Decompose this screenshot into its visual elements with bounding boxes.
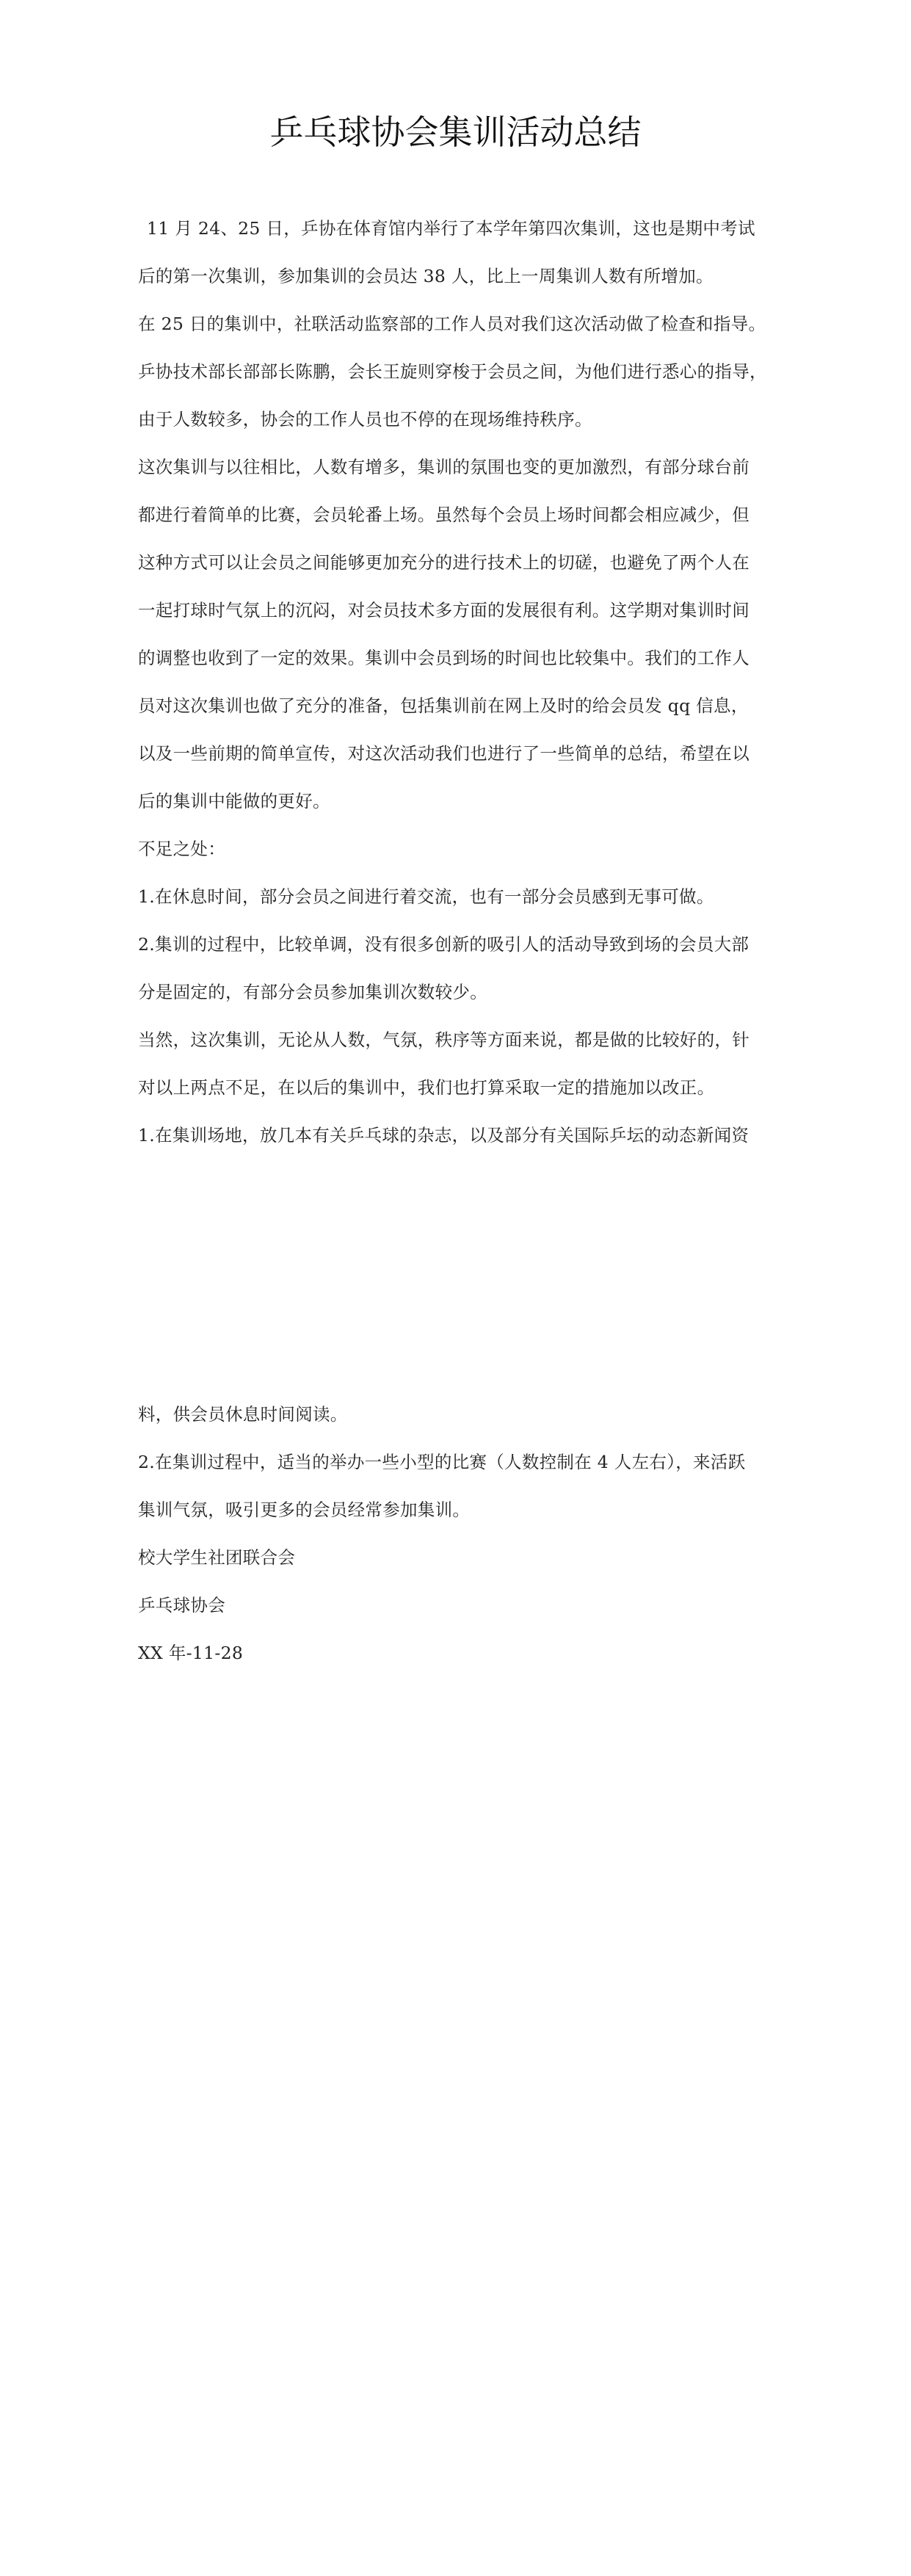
paragraph-line: 乒协技术部长部部长陈鹏，会长王旋则穿梭于会员之间，为他们进行悉心的指导， xyxy=(138,361,767,382)
list-item: 分是固定的，有部分会员参加集训次数较少。 xyxy=(138,982,487,1002)
signature-date: XX 年-11-28 xyxy=(138,1643,244,1663)
paragraph-line: 由于人数较多，协会的工作人员也不停的在现场维持秩序。 xyxy=(138,409,592,430)
list-item: 1.在休息时间，部分会员之间进行着交流，也有一部分会员感到无事可做。 xyxy=(138,886,714,907)
paragraph-line: 11 月 24、25 日，乒协在体育馆内举行了本学年第四次集训，这也是期中考试 xyxy=(147,218,755,239)
list-item: 2.集训的过程中，比较单调，没有很多创新的吸引人的活动导致到场的会员大部 xyxy=(138,934,750,955)
paragraph-line: 在 25 日的集训中，社联活动监察部的工作人员对我们这次活动做了检查和指导。 xyxy=(138,314,766,334)
paragraph-line: 的调整也收到了一定的效果。集训中会员到场的时间也比较集中。我们的工作人 xyxy=(138,648,750,668)
list-item: 1.在集训场地，放几本有关乒乓球的杂志，以及部分有关国际乒坛的动态新闻资 xyxy=(138,1125,750,1146)
paragraph-line: 对以上两点不足，在以后的集训中，我们也打算采取一定的措施加以改正。 xyxy=(138,1077,715,1098)
paragraph-line: 这种方式可以让会员之间能够更加充分的进行技术上的切磋，也避免了两个人在 xyxy=(138,552,750,573)
paragraph-line: 员对这次集训也做了充分的准备，包括集训前在网上及时的给会员发 qq 信息， xyxy=(138,695,749,716)
signature-organization: 校大学生社团联合会 xyxy=(138,1547,296,1568)
paragraph-line: 后的集训中能做的更好。 xyxy=(138,791,330,811)
paragraph-line: 一起打球时气氛上的沉闷，对会员技术多方面的发展很有利。这学期对集训时间 xyxy=(138,600,750,621)
list-item: 料，供会员休息时间阅读。 xyxy=(138,1404,348,1425)
paragraph-line: 当然，这次集训，无论从人数，气氛，秩序等方面来说，都是做的比较好的，针 xyxy=(138,1030,750,1050)
document-title: 乒乓球协会集训活动总结 xyxy=(269,112,642,152)
list-item: 2.在集训过程中，适当的举办一些小型的比赛（人数控制在 4 人左右），来活跃 xyxy=(138,1452,746,1472)
signature-association: 乒乓球协会 xyxy=(138,1595,225,1616)
paragraph-line: 以及一些前期的简单宣传，对这次活动我们也进行了一些简单的总结，希望在以 xyxy=(138,743,750,764)
section-heading: 不足之处： xyxy=(138,839,225,859)
paragraph-line: 都进行着简单的比赛，会员轮番上场。虽然每个会员上场时间都会相应减少，但 xyxy=(138,504,750,525)
list-item: 集训气氛，吸引更多的会员经常参加集训。 xyxy=(138,1499,471,1520)
paragraph-line: 后的第一次集训，参加集训的会员达 38 人，比上一周集训人数有所增加。 xyxy=(138,266,714,286)
paragraph-line: 这次集训与以往相比，人数有增多，集训的氛围也变的更加激烈，有部分球台前 xyxy=(138,457,750,477)
